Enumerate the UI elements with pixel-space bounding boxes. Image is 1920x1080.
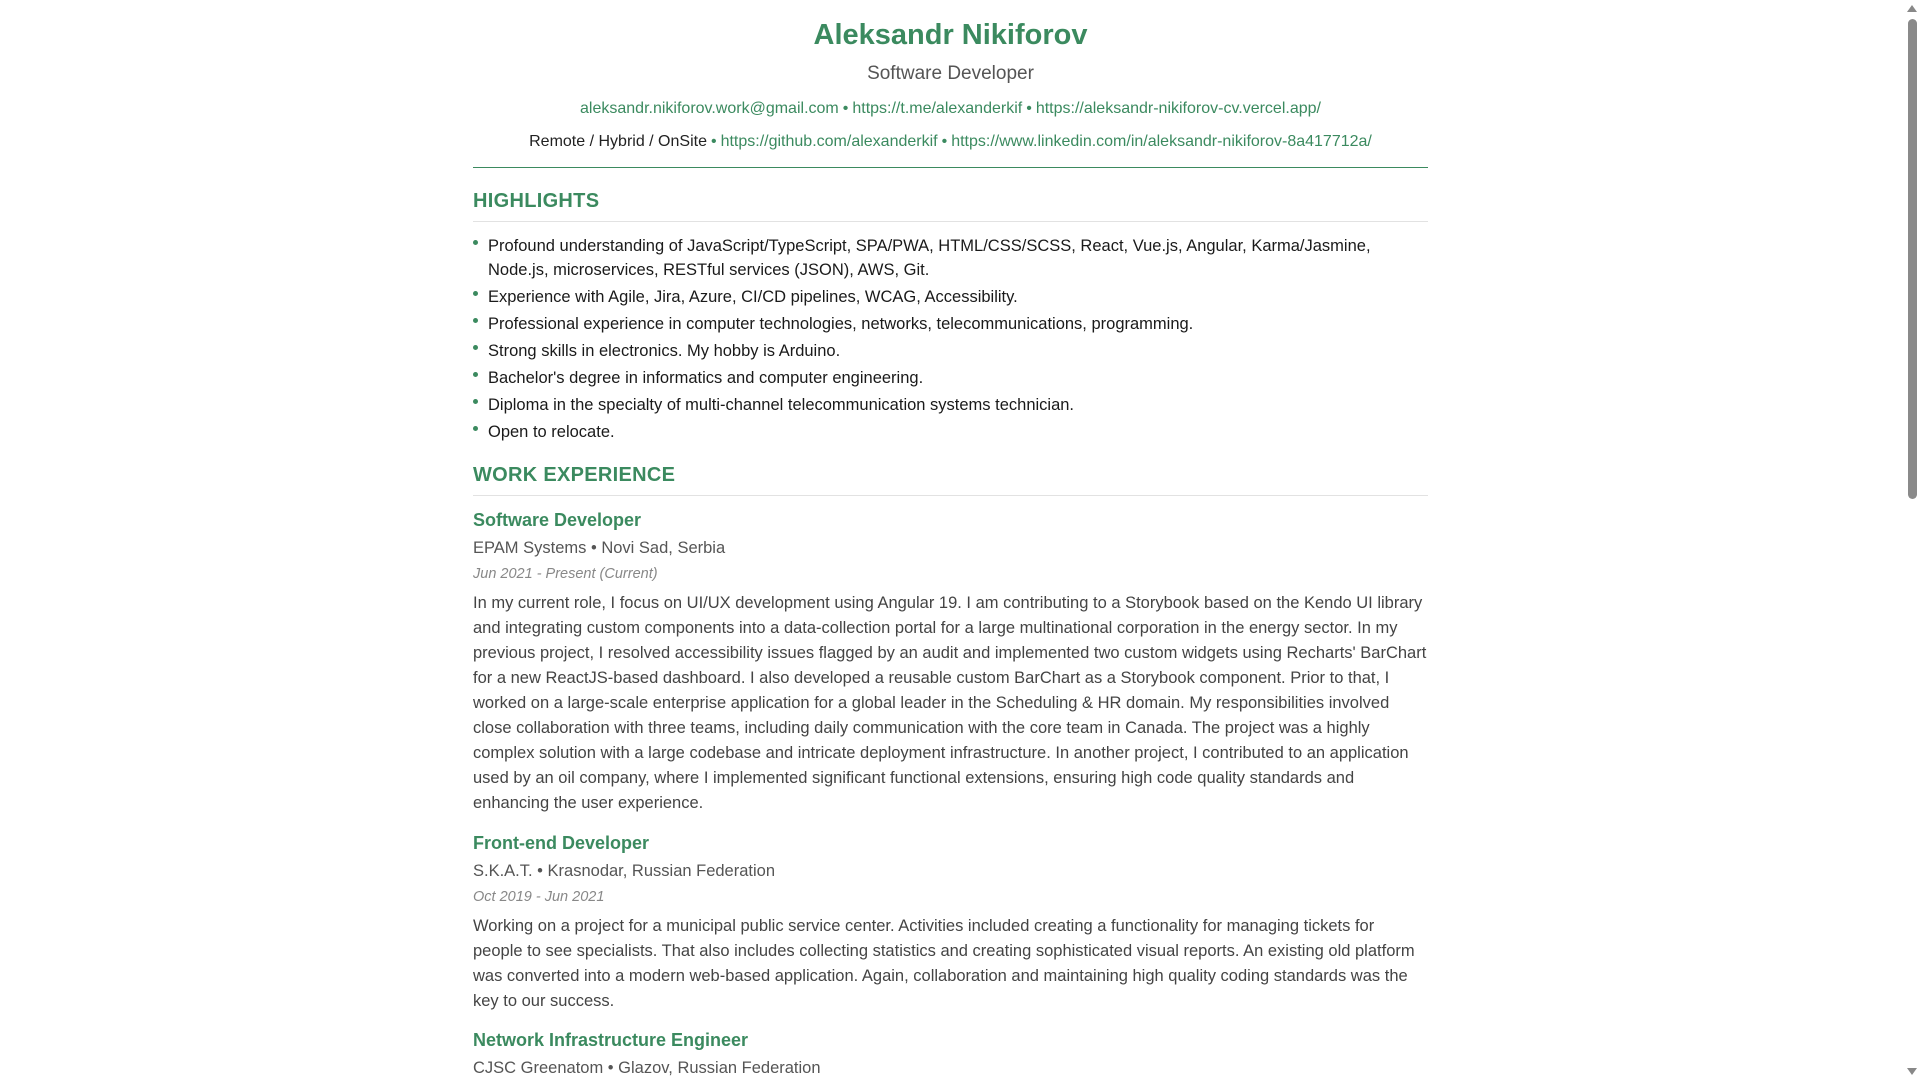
highlight-text: Professional experience in computer technologies, networks, telecommunications, programming. [488,315,1194,333]
cv-site-link[interactable]: https://aleksandr-nikiforov-cv.vercel.app/ [1035,100,1321,117]
highlight-text: Diploma in the specialty of multi-channel telecommunication systems technician. [488,396,1075,414]
highlight-item [473,234,1428,282]
section-divider [473,221,1428,222]
bullet-icon [473,399,478,404]
job-company: CJSC Greenatom • Glazov, Russian Federation [473,1059,821,1077]
highlights-heading: HIGHLIGHTS [473,190,600,212]
linkedin-link[interactable]: https://www.linkedin.com/in/aleksandr-nikiforov-8a417712a/ [951,133,1372,150]
highlight-item [473,420,1428,444]
bullet-icon [473,345,478,350]
candidate-role: Software Developer [867,63,1034,84]
highlight-item [473,393,1428,417]
job-description: In my current role, I focus on UI/UX development using Angular 19. I am contributing to a Storybook based on the Kendo UI library and integrating custom components into a data-collection portal for a large multinational corporation in the energy sector. In my previous project, I resolved accessibility issues flagged by an audit and implemented two custom widgets using Recharts' BarChart for a new ReactJS-based dashboard. I also developed a reusable custom BarChart as a Storybook component. Prior to that, I worked on a large-scale enterprise application for a global leader in the Scheduling & HR domain. My responsibilities involved close collaboration with three teams, including daily communication with the core team in Canada. The project was a highly complex solution with a large codebase and intricate deployment infrastructure. In another project, I contributed to an application used by an oil company, where I implemented significant functional extensions, ensuring high code quality standards and enhancing the user experience. [473,594,1427,812]
scroll-up-arrow-icon[interactable] [1907,5,1917,12]
job-dates: Jun 2021 - Present (Current) [473,566,658,582]
job-title: Network Infrastructure Engineer [473,1030,749,1050]
bullet-icon [473,240,478,245]
header-divider [473,167,1428,168]
job-entry [473,509,1428,816]
highlight-item [473,312,1428,336]
highlights-list [473,234,1428,444]
github-link[interactable]: https://github.com/alexanderkif [720,133,938,150]
scroll-down-arrow-icon[interactable] [1907,1068,1917,1075]
job-dates: Oct 2019 - Jun 2021 [473,889,605,905]
job-entry [473,832,1428,1014]
scrollbar-thumb[interactable] [1908,19,1917,499]
job-description: Working on a project for a municipal public service center. Activities included creating a functionality for managing tickets for people to see specialists. That also includes collecting statistics and creating sophisticated visual reports. An existing old platform was converted into a modern web-based application. Again, collaboration and maintaining high quality coding standards was the key to our success. [473,917,1415,1010]
highlight-item [473,339,1428,363]
telegram-link[interactable]: https://t.me/alexanderkif [852,100,1023,117]
work-experience-heading: WORK EXPERIENCE [473,464,676,486]
job-company: S.K.A.T. • Krasnodar, Russian Federation [473,862,776,880]
email-link[interactable]: aleksandr.nikiforov.work@gmail.com [580,100,839,117]
highlight-text: Profound understanding of JavaScript/TypeScript, SPA/PWA, HTML/CSS/SCSS, React, Vue.js, Angular, Karma/Jasmine, Node.js, microservices, RESTful services (JSON), AWS, Git. [488,237,1371,279]
job-company: EPAM Systems • Novi Sad, Serbia [473,539,726,557]
vertical-scrollbar[interactable] [1904,0,1920,1080]
highlight-item [473,285,1428,309]
separator: • [842,100,849,117]
highlight-text: Bachelor's degree in informatics and computer engineering. [488,369,924,387]
contact-line-secondary [473,132,1428,152]
job-title: Front-end Developer [473,833,650,853]
highlight-text: Strong skills in electronics. My hobby is Arduino. [488,342,841,360]
separator: • [1026,100,1032,117]
resume-container [473,0,1428,1078]
job-entry [473,1029,1428,1078]
candidate-name: Aleksandr Nikiforov [813,19,1088,51]
job-title: Software Developer [473,510,642,530]
highlight-text: Experience with Agile, Jira, Azure, CI/CD pipelines, WCAG, Accessibility. [488,288,1018,306]
separator: • [710,133,717,150]
bullet-icon [473,318,478,323]
contact-line-primary [473,99,1428,119]
highlight-item [473,366,1428,390]
bullet-icon [473,291,478,296]
separator: • [941,133,948,150]
bullet-icon [473,372,478,377]
work-mode: Remote / Hybrid / OnSite [529,133,707,150]
bullet-icon [473,426,478,431]
section-divider [473,495,1428,496]
highlight-text: Open to relocate. [488,423,615,441]
